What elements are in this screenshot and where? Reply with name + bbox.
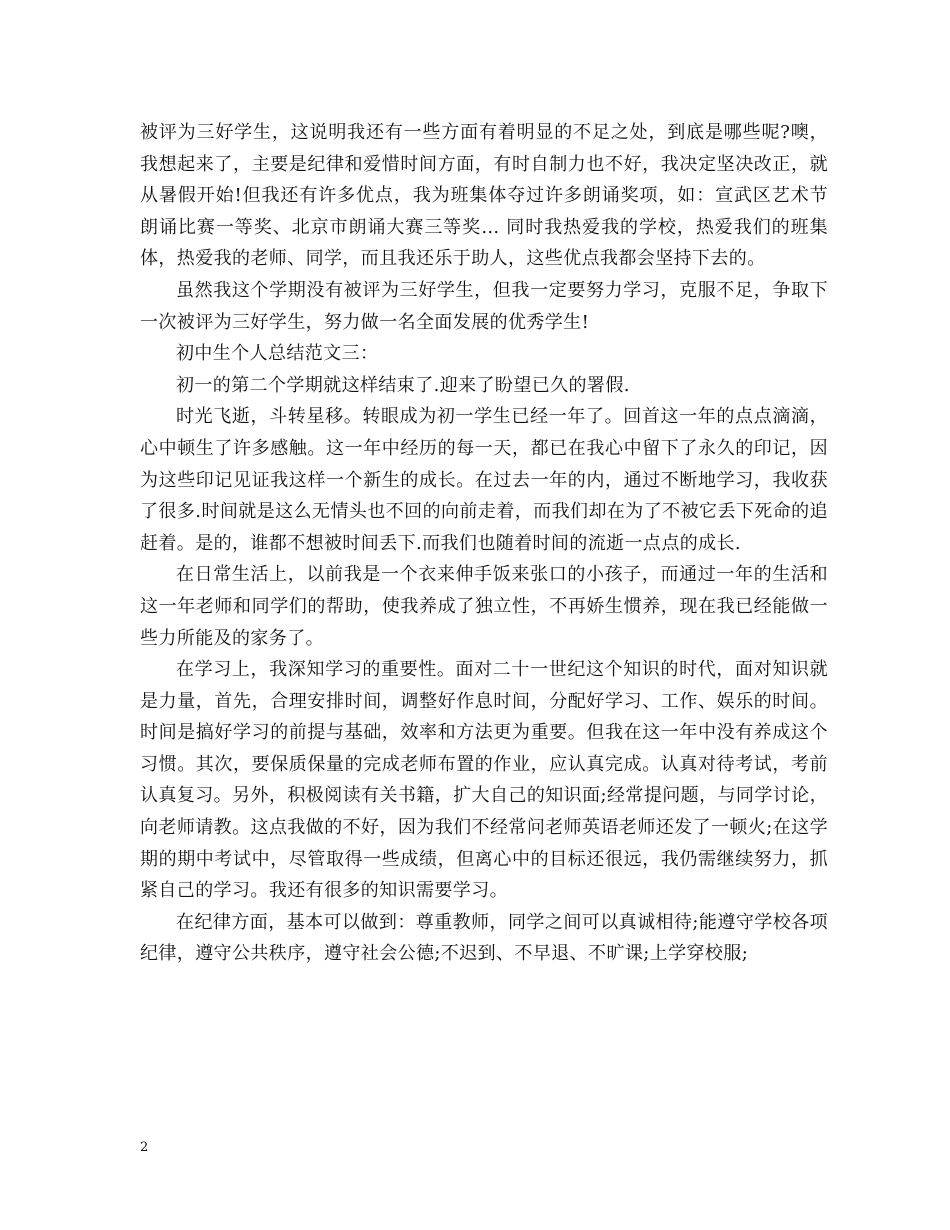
page-number: 2 <box>140 1140 149 1155</box>
section-heading: 初中生个人总结范文三： <box>176 343 379 365</box>
paragraph: 虽然我这个学期没有被评为三好学生，但我一定要努力学习，克服不足，争取下一次被评为三好学生，努力做一名全面发展的优秀学生! <box>140 279 828 333</box>
paragraph: 被评为三好学生，这说明我还有一些方面有着明显的不足之处，到底是哪些呢?噢，我想起来了，主要是纪律和爱惜时间方面，有时自制力也不好，我决定坚决改正，就从暑假开始!但我还有许多优点，我为班集体夺过许多朗诵奖项，如：宣武区艺术节朗诵比赛一等奖、北京市朗诵大赛三等奖… 同时我热爱我的学校，热爱我们的班集体，热爱我的老师、同学，而且我还乐于助人，这些优点我都会坚持下去的。 <box>140 122 828 270</box>
paragraph: 在学习上，我深知学习的重要性。面对二十一世纪这个知识的时代，面对知识就是力量，首先，合理安排时间，调整好作息时间，分配好学习、工作、娱乐的时间。时间是搞好学习的前提与基础，效率和方法更为重要。但我在这一年中没有养成这个习惯。其次，要保质保量的完成老师布置的作业，应认真完成。认真对待考试，考前认真复习。另外，积极阅读有关书籍，扩大自己的知识面;经常提问题，与同学讨论，向老师请教。这点我做的不好，因为我们不经常问老师英语老师还发了一顿火;在这学期的期中考试中，尽管取得一些成绩，但离心中的目标还很远，我仍需继续努力，抓紧自己的学习。我还有很多的知识需要学习。 <box>140 659 828 902</box>
document-body <box>140 117 828 970</box>
paragraph: 在日常生活上，以前我是一个衣来伸手饭来张口的小孩子，而通过一年的生活和这一年老师和同学们的帮助，使我养成了独立性，不再娇生惯养，现在我已经能做一些力所能及的家务了。 <box>140 564 828 649</box>
paragraph: 时光飞逝，斗转星移。转眼成为初一学生已经一年了。回首这一年的点点滴滴，心中顿生了许多感触。这一年中经历的每一天，都已在我心中留下了永久的印记，因为这些印记见证我这样一个新生的成长。在过去一年的内，通过不断地学习，我收获了很多.时间就是这么无情头也不回的向前走着，而我们却在为了不被它丢下死命的追赶着。是的，谁都不想被时间丢下.而我们也随着时间的流逝一点点的成长. <box>140 406 828 554</box>
paragraph: 初一的第二个学期就这样结束了.迎来了盼望已久的署假. <box>176 374 630 396</box>
paragraph: 在纪律方面，基本可以做到：尊重教师，同学之间可以真诚相待;能遵守学校各项纪律，遵守公共秩序，遵守社会公德;不迟到、不早退、不旷课;上学穿校服; <box>140 911 828 965</box>
